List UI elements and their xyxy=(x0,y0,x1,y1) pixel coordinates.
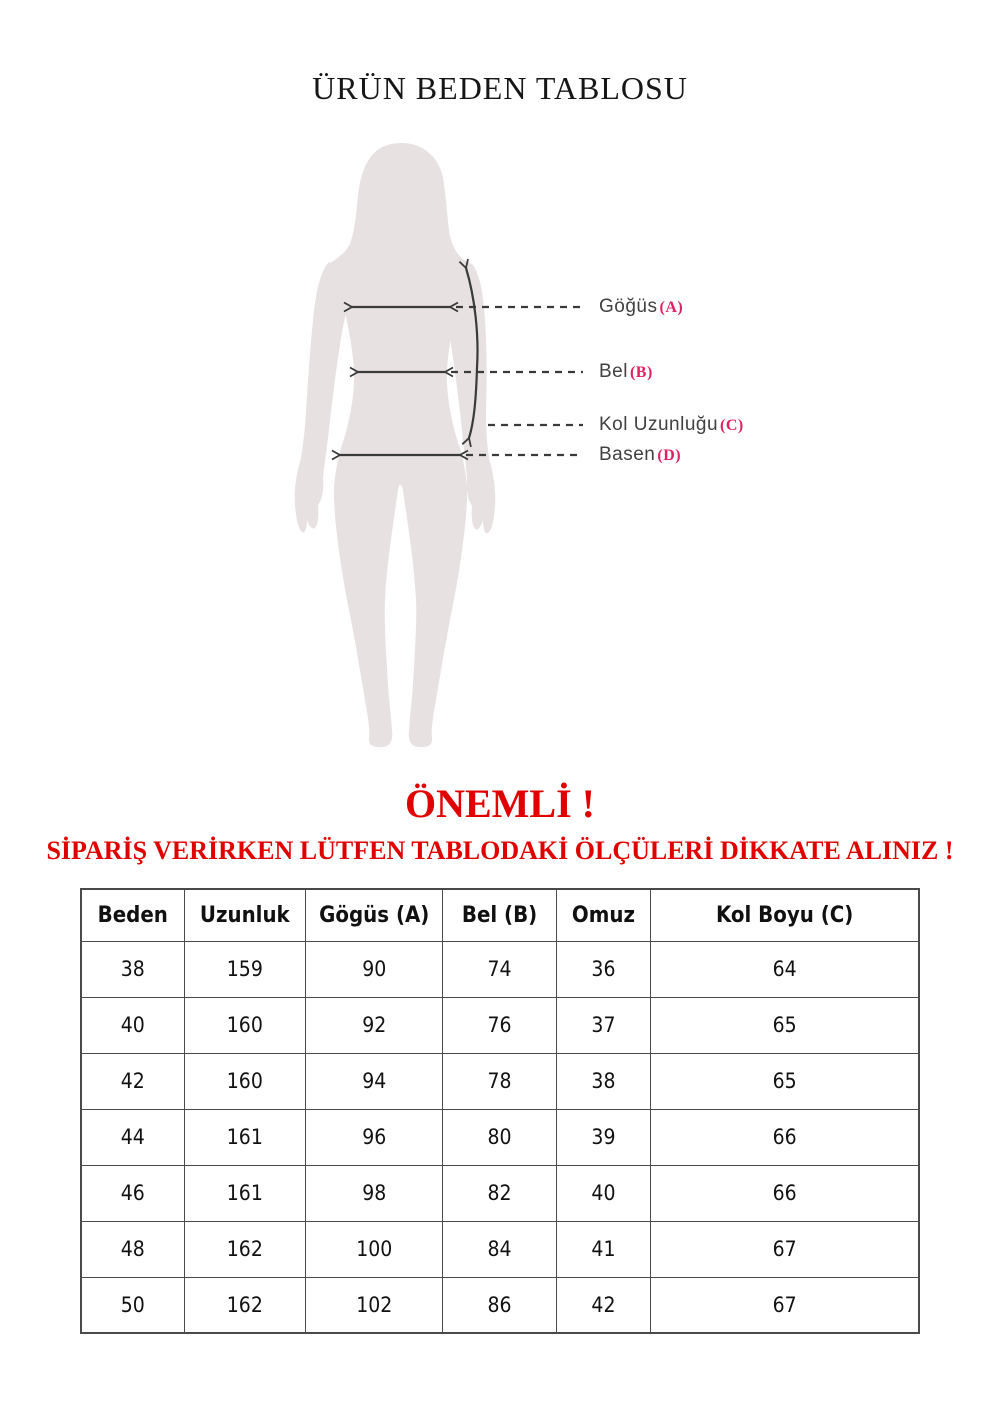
table-row xyxy=(81,997,919,1053)
measure-label-waist-text: Bel xyxy=(599,361,628,382)
table-cell: 92 xyxy=(306,997,443,1053)
column-header: Bel (B) xyxy=(443,889,556,941)
table-cell: 76 xyxy=(443,997,556,1053)
table-row xyxy=(81,1277,919,1333)
table-cell: 66 xyxy=(651,1165,919,1221)
table-cell: 161 xyxy=(184,1109,306,1165)
table-cell: 44 xyxy=(81,1109,184,1165)
table-cell: 159 xyxy=(184,941,306,997)
table-cell: 161 xyxy=(184,1165,306,1221)
table-cell: 38 xyxy=(81,941,184,997)
measure-label-waist xyxy=(599,361,653,384)
table-cell: 65 xyxy=(651,1053,919,1109)
table-cell: 86 xyxy=(443,1277,556,1333)
table-cell: 82 xyxy=(443,1165,556,1221)
table-cell: 160 xyxy=(184,1053,306,1109)
table-cell: 39 xyxy=(556,1109,651,1165)
table-cell: 84 xyxy=(443,1221,556,1277)
table-cell: 65 xyxy=(651,997,919,1053)
warning-block xyxy=(0,780,1000,866)
table-cell: 80 xyxy=(443,1109,556,1165)
table-cell: 98 xyxy=(306,1165,443,1221)
measure-label-chest-text: Göğüs xyxy=(599,296,658,317)
table-cell: 160 xyxy=(184,997,306,1053)
table-cell: 40 xyxy=(81,997,184,1053)
table-row xyxy=(81,1053,919,1109)
measure-label-hip-text: Basen xyxy=(599,444,656,465)
table-cell: 37 xyxy=(556,997,651,1053)
table-cell: 102 xyxy=(306,1277,443,1333)
warning-subheading: SİPARİŞ VERİRKEN LÜTFEN TABLODAKİ ÖLÇÜLERİ DİKKATE ALINIZ ! xyxy=(46,836,954,865)
table-row xyxy=(81,941,919,997)
table-cell: 78 xyxy=(443,1053,556,1109)
table-cell: 94 xyxy=(306,1053,443,1109)
measure-label-arm-length xyxy=(599,414,744,437)
table-cell: 42 xyxy=(556,1277,651,1333)
size-table xyxy=(80,888,920,1334)
table-cell: 66 xyxy=(651,1109,919,1165)
measure-code-d: (D) xyxy=(657,447,682,464)
female-silhouette xyxy=(329,143,472,747)
warning-heading: ÖNEMLİ ! xyxy=(405,781,595,826)
column-header: Omuz xyxy=(556,889,651,941)
table-row xyxy=(81,1221,919,1277)
table-cell: 162 xyxy=(184,1277,306,1333)
size-table-body xyxy=(81,941,919,1333)
table-cell: 36 xyxy=(556,941,651,997)
column-header: Beden xyxy=(81,889,184,941)
table-cell: 90 xyxy=(306,941,443,997)
measure-label-hip xyxy=(599,444,681,467)
table-cell: 162 xyxy=(184,1221,306,1277)
table-cell: 48 xyxy=(81,1221,184,1277)
column-header: Kol Boyu (C) xyxy=(651,889,919,941)
measure-code-c: (C) xyxy=(720,417,744,434)
table-cell: 38 xyxy=(556,1053,651,1109)
table-cell: 67 xyxy=(651,1277,919,1333)
measure-code-b: (B) xyxy=(629,364,653,381)
table-row xyxy=(81,1109,919,1165)
table-cell: 42 xyxy=(81,1053,184,1109)
table-cell: 50 xyxy=(81,1277,184,1333)
table-cell: 100 xyxy=(306,1221,443,1277)
size-table-header-row xyxy=(81,889,919,941)
measure-code-a: (A) xyxy=(659,299,684,316)
table-cell: 41 xyxy=(556,1221,651,1277)
table-cell: 64 xyxy=(651,941,919,997)
column-header: Gögüs (A) xyxy=(306,889,443,941)
table-cell: 40 xyxy=(556,1165,651,1221)
column-header: Uzunluk xyxy=(184,889,306,941)
table-row xyxy=(81,1165,919,1221)
page-title: ÜRÜN BEDEN TABLOSU xyxy=(312,70,688,106)
table-cell: 74 xyxy=(443,941,556,997)
measure-label-arm-text: Kol Uzunluğu xyxy=(599,414,719,435)
table-cell: 67 xyxy=(651,1221,919,1277)
table-cell: 96 xyxy=(306,1109,443,1165)
measure-label-chest xyxy=(599,296,683,319)
table-cell: 46 xyxy=(81,1165,184,1221)
